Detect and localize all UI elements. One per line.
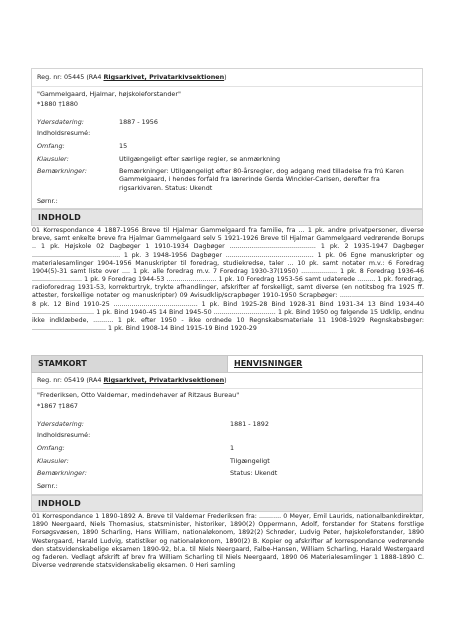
contents-text-2: 01 Korrespondance 1 1890-1892 A. Breve til Valdemar Frederiksen fra: ........... 0 Meyer, Emil Laurids, nationalbankdirektør, 1890 Neergaard, Niels Thomasius, statsminister, historiker, 1890(2) Oppermann, Adolf, forstander for Statens forstlige Forsøgsvæsen, 1890 Scharling, Hans William, nationaløkonom, 1892(2) Schrøder, Ludvig Peter, højskoleforstander, 1890 Westergaard, Harald Ludvig, statistiker og nationaløkonom, 1890(2) B. Kopier og afskrifter af korrespondance vedrørende den statsvidenskabelige eksamen 1890-92, bl.a. til Niels Neergaard, Falbe-Hansen, William Scharling, Harald Westergaard og faderen. Vedlagt afskrift af brev fra William Scharling til Niels Neergaard, 1890 06 Materialesamlinger 1 1888-1890 C. Diverse vedrørende statsvidenskabelig eksamen. 0 Heri samling [32, 513, 424, 570]
registration-line [37, 73, 417, 81]
clauses-label: Klausuler: [37, 155, 69, 163]
clauses-label: Klausuler: [37, 457, 69, 465]
registration-suffix: ) [224, 73, 227, 81]
remarks-value: Status: Ukendt [230, 469, 278, 477]
remarks-value: Bemærkninger: Utilgængeligt efter 80-årsregler, dog adgang med tilladelse fra frú Karen Gammelgaard, i hendes forfald fra lærerinde Gerda Winckler-Carlsen, derefter fra rigsarkivaren. Status: Ukendt [119, 167, 404, 192]
archive-link[interactable]: Rigsarkivet, Privatarkivsektionen [103, 376, 225, 384]
search-number-label: Sørnr.: [37, 197, 58, 205]
tab-henvisninger-label: HENVISNINGER [234, 359, 303, 368]
extent-label: Omfang: [37, 444, 65, 452]
dating-value: 1887 - 1956 [119, 118, 158, 126]
divider [32, 388, 422, 389]
record-card-frederiksen [31, 373, 423, 495]
summary-label: Indholdsresumé: [37, 431, 91, 439]
tab-stamkort[interactable] [32, 356, 228, 372]
section-heading-text: INDHOLD [38, 213, 81, 222]
registration-prefix: Reg. nr: 05445 (RA4 [37, 73, 104, 81]
record-card-gammelgaard [31, 68, 423, 209]
section-heading-text: INDHOLD [38, 499, 81, 508]
divider [32, 86, 422, 87]
summary-label: Indholdsresumé: [37, 129, 91, 137]
extent-row [37, 444, 417, 452]
clauses-value: Tilgængeligt [230, 457, 270, 465]
dating-value: 1881 - 1892 [230, 420, 269, 428]
remarks-label: Bemærkninger: [37, 469, 87, 477]
section-heading-contents-1 [31, 209, 423, 226]
remarks-label: Bemærkninger: [37, 167, 87, 175]
extent-value: 1 [230, 444, 235, 452]
record-title: "Frederiksen, Otto Valdemar, medindehaver af Ritzaus Bureau" [37, 391, 240, 399]
archive-link[interactable]: Rigsarkivet, Privatarkivsektionen [103, 73, 225, 81]
tab-stamkort-label: STAMKORT [38, 359, 87, 368]
dating-row [37, 420, 417, 428]
registration-prefix: Reg. nr: 05419 (RA4 [37, 376, 104, 384]
record-title: "Gammelgaard, Hjalmar, højskoleforstander" [37, 90, 181, 98]
extent-label: Omfang: [37, 142, 65, 150]
remarks-row [37, 167, 417, 192]
registration-suffix: ) [224, 376, 227, 384]
remarks-row [37, 469, 417, 477]
clauses-value: Utilgængeligt efter særlige regler, se anmærkning [119, 155, 281, 163]
clauses-row [37, 155, 417, 163]
dating-label: Ydersdatering: [37, 420, 84, 428]
section-heading-contents-2 [31, 495, 423, 512]
life-dates: *1867 †1867 [37, 402, 78, 410]
dating-row [37, 118, 417, 126]
contents-text-1: 01 Korrespondance 4 1887-1956 Breve til Hjalmar Gammelgaard fra familie, fra ... 1 pk. andre privatpersoner, diverse breve, samt enkelte breve fra Hjalmar Gammelgaard selv 5 1921-1926 Breve til Hjalmar Gammelgaard vedrørende Borups .. 1 pk. Højskole 02 Dagbøger 1 1910-1934 Dagbøger ........................................... 1 pk. 2 1935-1947 Dagbøger ............................................ 1 pk. 3 1948-1956 Dagbøger ............................................ 1 pk. 06 Egne manuskripter og materialesamlinger 1904-1956 Manuskripter til foredrag, studiekredse, taler ... 10 pk. samt notater m.v.: 6 Foredrag 1904(5)-31 samt liste over .... 1 pk. alle foredrag m.v. 7 Foredrag 1930-37(1950) .................. 1 pk. 8 Foredrag 1936-46 ......................... 1 pk. 9 Foredrag 1944-53 ......................... 1 pk. 10 Foredrag 1953-56 samt udaterede ......... 1 pk. foredrag, radioforedrag 1931-53, korrekturtryk, trykte afhandlinger, afskrifter af forskelligt, samt diverse (en notitsbog fra 1925 ff. attester, forskellige notater og manuskripter) 09 Avisudklip/scrapbøger 1910-1950 Scrapbøger: .......................................... 8 pk. 12 Bind 1910-25 .......................................... 1 pk. Bind 1925-28 Bind 1928-31 Bind 1931-34 13 Bind 1934-40 ............................... 1 pk. Bind 1940-45 14 Bind 1945-50 ............................... 1 pk. Bind 1950 og følgende 15 Udklip, endnu ikke indklæbede, .......... 1 pk. efter 1950 - ikke ordnede 10 Regnskabsmateriale 11 1908-1929 Regnskabsbøger: ..................................... 1 pk. Bind 1908-14 Bind 1915-19 Bind 1920-29 [32, 227, 424, 333]
life-dates: *1880 †1880 [37, 100, 78, 108]
extent-row [37, 142, 417, 150]
extent-value: 15 [119, 142, 128, 150]
dating-label: Ydersdatering: [37, 118, 84, 126]
search-number-label: Sørnr.: [37, 482, 58, 490]
record-tabs [31, 355, 423, 373]
tab-henvisninger[interactable] [228, 356, 422, 372]
clauses-row [37, 457, 417, 465]
registration-line [37, 376, 417, 384]
